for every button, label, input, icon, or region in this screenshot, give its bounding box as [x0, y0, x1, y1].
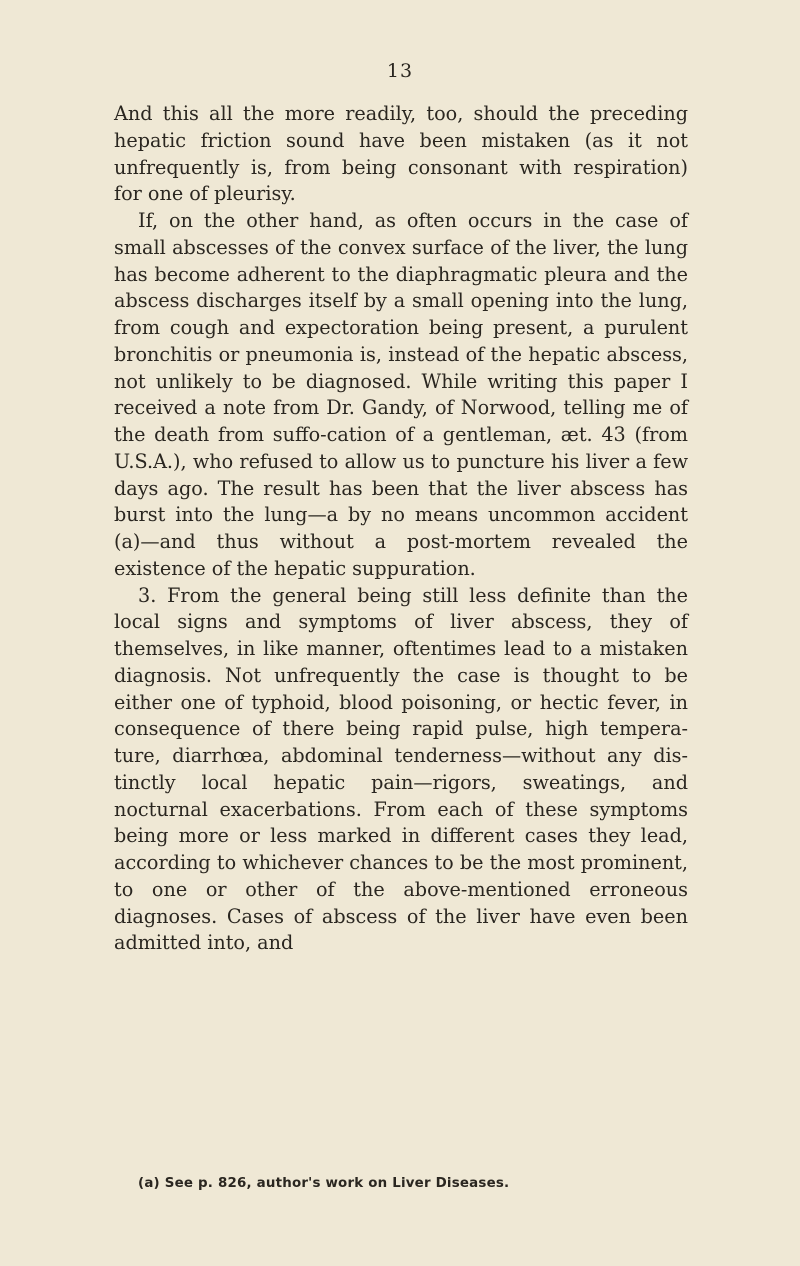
paragraph-3: 3. From the general being still less definite than the local signs and symptoms of liver abscess, they of themselves, in like manner, oftentimes lead to a mistaken diagnosis. Not unfrequently the case is thought to be either one of typhoid, blood poisoning, or hectic fever, in consequence of there being rapid pulse, high tempera-ture, diarrhœa, abdominal tenderness—without any dis-tinctly local hepatic pain—rigors, sweatings, and nocturnal exacerbations. From each of these symptoms being more or less marked in different cases they lead, according to whichever chances to be the most prominent, to one or other of the above-mentioned erroneous diagnoses. Cases of abscess of the liver have even been admitted into, and: [114, 583, 688, 955]
paragraph-2: If, on the other hand, as often occurs in the case of small abscesses of the convex surface of the liver, the lung has become adherent to the diaphragmatic pleura and the abscess discharges itself by a small opening into the lung, from cough and expectoration being present, a purulent bronchitis or pneumonia is, instead of the hepatic abscess, not unlikely to be diagnosed. While writing this paper I received a note from Dr. Gandy, of Norwood, telling me of the death from suffo-cation of a gentleman, æt. 43 (from U.S.A.), who refused to allow us to puncture his liver a few days ago. The result has been that the liver abscess has burst into the lung—a by no means uncommon accident (a)—and thus without a post-mortem revealed the existence of the hepatic suppuration.: [114, 209, 688, 580]
paragraph-1: And this all the more readily, too, should the preceding hepatic friction sound have been mistaken (as it not unfrequently is, from being consonant with respiration) for one of pleurisy.: [114, 102, 688, 206]
footnote: (a) See p. 826, author's work on Liver Diseases.: [138, 1176, 510, 1191]
body-text: [114, 101, 688, 957]
page-number: 13: [386, 60, 414, 82]
